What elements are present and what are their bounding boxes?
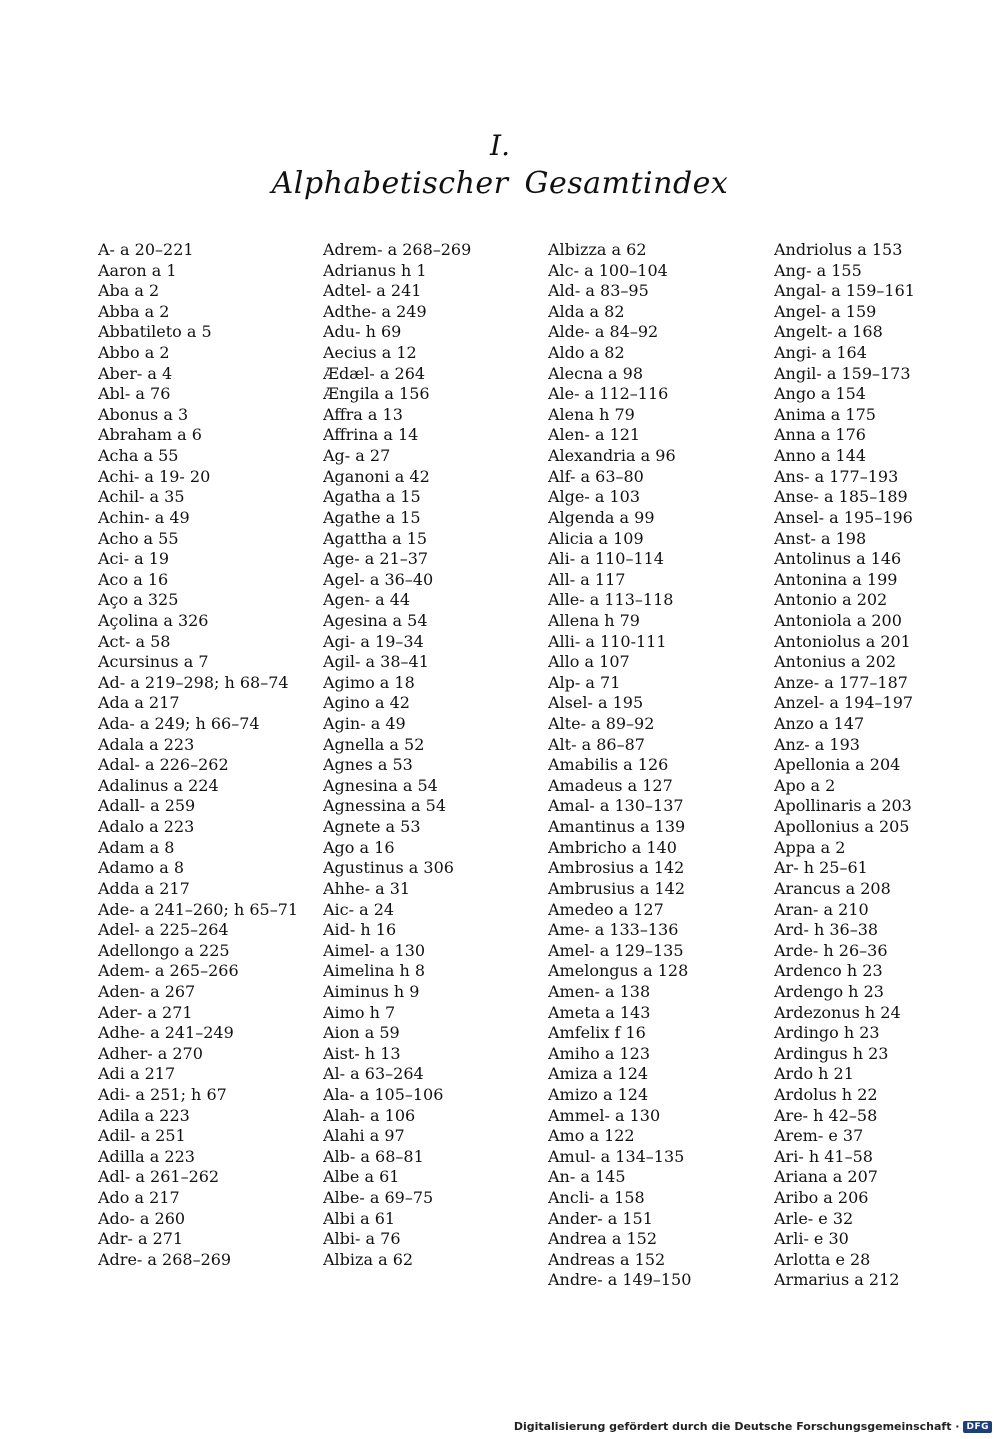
index-entry: Amfelix f 16: [548, 1023, 646, 1043]
index-entry: Ado- a 260: [98, 1208, 186, 1228]
index-entry: Aba a 2: [98, 281, 160, 301]
index-entry: Adher- a 270: [98, 1043, 203, 1063]
index-entry: Alda a 82: [548, 301, 625, 321]
index-entry: Antonio a 202: [774, 590, 888, 610]
index-entry: Ansel- a 195–196: [774, 507, 913, 527]
index-entry: Adal- a 226–262: [98, 755, 229, 775]
index-entry: Alf- a 63–80: [548, 466, 644, 486]
index-entry: Agattha a 15: [323, 528, 428, 548]
index-entry: Adrem- a 268–269: [323, 240, 472, 259]
index-entry: Acho a 55: [98, 528, 179, 548]
index-entry: Affrina a 14: [323, 425, 419, 445]
section-number: I.: [490, 129, 510, 162]
index-entry: Ængila a 156: [323, 384, 430, 404]
index-entry: Anno a 144: [774, 446, 867, 466]
index-entry: Apollinaris a 203: [774, 796, 912, 816]
index-entry: Anzo a 147: [774, 714, 865, 734]
index-entry: Antonina a 199: [774, 569, 898, 589]
index-entry: Angelt- a 168: [774, 322, 883, 342]
index-entry: Alt- a 86–87: [548, 734, 645, 754]
index-entry: Ade- a 241–260; h 65–71: [98, 899, 299, 919]
index-entry: Aci- a 19: [98, 549, 170, 569]
index-entry: Ambrosius a 142: [548, 858, 685, 878]
index-entry: Algenda a 99: [548, 507, 655, 527]
index-entry: Alen- a 121: [548, 425, 641, 445]
index-entry: Ambricho a 140: [548, 837, 677, 857]
index-entry: Adr- a 271: [98, 1229, 184, 1249]
index-entry: Adel- a 225–264: [98, 920, 229, 940]
index-entry: Achil- a 35: [98, 487, 185, 507]
index-entry: Albizza a 62: [548, 240, 647, 259]
index-column-1: [98, 240, 323, 1291]
index-entry: Adu- h 69: [323, 322, 402, 342]
index-entry: Adellongo a 225: [98, 940, 230, 960]
index-entry: Alle- a 113–118: [548, 590, 674, 610]
index-entry: Aecius a 12: [323, 343, 417, 363]
index-entry: Agnes a 53: [323, 755, 413, 775]
index-entry: Ameta a 143: [548, 1002, 651, 1022]
index-entry: Allo a 107: [548, 652, 630, 672]
index-entry: Angi- a 164: [774, 343, 867, 363]
index-entry: Anzel- a 194–197: [774, 693, 914, 713]
index-entry: Ango a 154: [774, 384, 866, 404]
index-entry: Amizo a 124: [548, 1084, 649, 1104]
index-entry: Ardingo h 23: [774, 1023, 880, 1043]
index-entry: Ali- a 110–114: [548, 549, 664, 569]
index-entry: Ar- h 25–61: [774, 858, 868, 878]
index-entry: Arem- e 37: [774, 1126, 864, 1146]
index-entry: Adem- a 265–266: [98, 961, 239, 981]
index-entry: Aist- h 13: [323, 1043, 401, 1063]
index-entry: Agel- a 36–40: [323, 569, 434, 589]
page-title: Alphabetischer Gesamtindex: [271, 166, 729, 201]
index-entry: Alp- a 71: [548, 672, 621, 692]
index-entry: Andrea a 152: [548, 1229, 658, 1249]
index-entry: Ame- a 133–136: [548, 920, 679, 940]
index-entry: Adtel- a 241: [323, 281, 422, 301]
index-entry: Adila a 223: [98, 1105, 190, 1125]
index-entry: Ædæl- a 264: [323, 363, 426, 383]
index-entry: Ang- a 155: [774, 260, 862, 280]
index-entry: Achi- a 19- 20: [98, 466, 211, 486]
index-entry: Anse- a 185–189: [774, 487, 908, 507]
footer-credit: [514, 1420, 992, 1433]
index-entry: Apollonius a 205: [774, 817, 910, 837]
index-entry: Aion a 59: [323, 1023, 400, 1043]
index-entry: Aganoni a 42: [323, 466, 430, 486]
index-entry: Aribo a 206: [774, 1188, 869, 1208]
index-entry: Amel- a 129–135: [548, 940, 684, 960]
index-entry: Amiho a 123: [548, 1043, 651, 1063]
index-entry: Abraham a 6: [98, 425, 202, 445]
index-entry: Abbatileto a 5: [98, 322, 212, 342]
index-entry: Amelongus a 128: [548, 961, 689, 981]
index-entry: Agesina a 54: [323, 610, 428, 630]
index-entry: Aimo h 7: [323, 1002, 396, 1022]
footer-text: Digitalisierung gefördert durch die Deutsche Forschungsgemeinschaft ·: [513, 1420, 960, 1433]
index-entry: Andre- a 149–150: [548, 1270, 692, 1290]
index-entry: Abl- a 76: [98, 384, 171, 404]
index-entry: Amen- a 138: [548, 981, 651, 1001]
index-entry: Antoniola a 200: [774, 610, 902, 630]
index-entry: Adall- a 259: [98, 796, 196, 816]
index-entry: Ardo h 21: [774, 1064, 854, 1084]
index-entry: Adhe- a 241–249: [98, 1023, 234, 1043]
index-entry: Ammel- a 130: [548, 1105, 661, 1125]
index-entry: Andriolus a 153: [774, 240, 903, 259]
index-entry: Alahi a 97: [323, 1126, 405, 1146]
index-entry: Adrianus h 1: [323, 260, 427, 280]
index-entry: Agustinus a 306: [323, 858, 454, 878]
index-entry: Ad- a 219–298; h 68–74: [98, 672, 289, 692]
index-entry: Adi a 217: [98, 1064, 176, 1084]
index-entry: Anima a 175: [774, 404, 876, 424]
index-entry: Ander- a 151: [548, 1208, 653, 1228]
index-entry: Ambrusius a 142: [548, 878, 686, 898]
index-entry: Alsel- a 195: [548, 693, 644, 713]
index-entry: Ala- a 105–106: [323, 1084, 444, 1104]
index-entry: Armarius a 212: [774, 1270, 900, 1290]
index-entry: Adi- a 251; h 67: [98, 1084, 227, 1104]
index-entry: Apo a 2: [774, 775, 836, 795]
index-entry: Alde- a 84–92: [548, 322, 659, 342]
index-entry: Alge- a 103: [548, 487, 641, 507]
index-entry: Affra a 13: [323, 404, 403, 424]
index-entry: Arde- h 26–36: [774, 940, 888, 960]
index-entry: Andreas a 152: [548, 1249, 666, 1269]
index-entry: Aden- a 267: [98, 981, 196, 1001]
index-entry: Angel- a 159: [774, 301, 877, 321]
index-entry: Arlotta e 28: [774, 1249, 871, 1269]
index-entry: Aid- h 16: [323, 920, 397, 940]
index-entry: Ada- a 249; h 66–74: [98, 714, 260, 734]
index-entry: Ard- h 36–38: [774, 920, 879, 940]
index-entry: Aimel- a 130: [323, 940, 426, 960]
index-entry: Abbo a 2: [98, 343, 170, 363]
index-entry: Adre- a 268–269: [98, 1249, 232, 1269]
index-entry: Ardezonus h 24: [774, 1002, 901, 1022]
index-entry: Aldo a 82: [548, 343, 625, 363]
index-entry: Ariana a 207: [774, 1167, 878, 1187]
index-entry: Acursinus a 7: [98, 652, 209, 672]
index-entry: Achin- a 49: [98, 507, 190, 527]
index-entry: Ardengo h 23: [774, 981, 884, 1001]
index-entry: Alb- a 68–81: [323, 1146, 424, 1166]
index-entry: Amadeus a 127: [548, 775, 673, 795]
index-entry: Adl- a 261–262: [98, 1167, 220, 1187]
index-entry: Ago a 16: [323, 837, 395, 857]
index-entry: Albe- a 69–75: [323, 1188, 434, 1208]
index-entry: Adil- a 251: [98, 1126, 186, 1146]
index-entry: Ahhe- a 31: [323, 878, 411, 898]
index-columns: [98, 240, 999, 1291]
index-entry: Ardolus h 22: [774, 1084, 878, 1104]
index-entry: Adam a 8: [98, 837, 175, 857]
index-entry: Agimo a 18: [323, 672, 415, 692]
index-entry: Amiza a 124: [548, 1064, 649, 1084]
index-entry: Arle- e 32: [774, 1208, 854, 1228]
index-entry: Agnete a 53: [323, 817, 421, 837]
index-column-4: [774, 240, 999, 1291]
index-entry: Alc- a 100–104: [548, 260, 668, 280]
index-entry: Açolina a 326: [98, 610, 209, 630]
index-entry: Abba a 2: [98, 301, 170, 321]
index-entry: Adamo a 8: [98, 858, 185, 878]
index-entry: Agil- a 38–41: [323, 652, 429, 672]
index-entry: Aimelina h 8: [323, 961, 426, 981]
index-entry: Age- a 21–37: [323, 549, 429, 569]
index-entry: Anz- a 193: [774, 734, 860, 754]
index-entry: Alexandria a 96: [548, 446, 676, 466]
index-entry: Albi- a 76: [323, 1229, 401, 1249]
index-entry: Aco a 16: [98, 569, 169, 589]
index-entry: Ald- a 83–95: [548, 281, 649, 301]
index-entry: Acha a 55: [98, 446, 179, 466]
index-entry: Agnessina a 54: [323, 796, 447, 816]
index-entry: Alah- a 106: [323, 1105, 416, 1125]
index-entry: Aiminus h 9: [323, 981, 420, 1001]
index-entry: Angil- a 159–173: [774, 363, 911, 383]
index-entry: Amabilis a 126: [548, 755, 669, 775]
index-entry: Amul- a 134–135: [548, 1146, 685, 1166]
index-entry: Ardenco h 23: [774, 961, 883, 981]
index-entry: An- a 145: [548, 1167, 626, 1187]
index-entry: Ader- a 271: [98, 1002, 193, 1022]
index-entry: Anst- a 198: [774, 528, 867, 548]
index-entry: Ari- h 41–58: [774, 1146, 873, 1166]
index-entry: Agin- a 49: [323, 714, 406, 734]
index-entry: Aran- a 210: [774, 899, 869, 919]
index-entry: Antonius a 202: [774, 652, 897, 672]
index-entry: Anze- a 177–187: [774, 672, 908, 692]
index-entry: Agino a 42: [323, 693, 410, 713]
index-entry: Alecna a 98: [548, 363, 644, 383]
index-entry: Adala a 223: [98, 734, 195, 754]
index-entry: Adilla a 223: [98, 1146, 195, 1166]
index-entry: Albi a 61: [323, 1208, 396, 1228]
index-entry: Alli- a 110-111: [548, 631, 667, 651]
index-entry: Antolinus a 146: [774, 549, 902, 569]
index-entry: Ag- a 27: [323, 446, 391, 466]
index-entry: Alena h 79: [548, 404, 635, 424]
index-entry: Aaron a 1: [98, 260, 177, 280]
index-heading: [0, 128, 1000, 204]
index-entry: Abonus a 3: [98, 404, 189, 424]
index-entry: All- a 117: [548, 569, 626, 589]
index-entry: Agnesina a 54: [323, 775, 438, 795]
index-entry: Aço a 325: [98, 590, 179, 610]
index-entry: Agnella a 52: [323, 734, 425, 754]
index-entry: Amedeo a 127: [548, 899, 664, 919]
index-entry: Adda a 217: [98, 878, 190, 898]
dfg-logo: DFG: [963, 1421, 992, 1433]
index-entry: Agen- a 44: [323, 590, 411, 610]
index-entry: Ardingus h 23: [774, 1043, 889, 1063]
index-entry: Appa a 2: [774, 837, 846, 857]
index-entry: Adalo a 223: [98, 817, 195, 837]
index-entry: Amantinus a 139: [548, 817, 686, 837]
index-entry: Amal- a 130–137: [548, 796, 684, 816]
index-entry: Act- a 58: [98, 631, 171, 651]
index-entry: Antoniolus a 201: [774, 631, 911, 651]
index-entry: Anna a 176: [774, 425, 866, 445]
index-entry: Agatha a 15: [323, 487, 421, 507]
index-entry: Aic- a 24: [323, 899, 395, 919]
index-entry: Adalinus a 224: [98, 775, 219, 795]
index-entry: Arancus a 208: [774, 878, 891, 898]
index-column-3: [548, 240, 774, 1291]
index-entry: A- a 20–221: [98, 240, 194, 259]
index-entry: Ado a 217: [98, 1188, 180, 1208]
index-entry: Al- a 63–264: [323, 1064, 424, 1084]
index-entry: Alicia a 109: [548, 528, 644, 548]
index-entry: Adthe- a 249: [323, 301, 427, 321]
index-entry: Albe a 61: [323, 1167, 400, 1187]
index-entry: Angal- a 159–161: [774, 281, 915, 301]
index-entry: Apellonia a 204: [774, 755, 901, 775]
index-entry: Alte- a 89–92: [548, 714, 655, 734]
index-entry: Albiza a 62: [323, 1249, 414, 1269]
index-entry: Arli- e 30: [774, 1229, 849, 1249]
index-entry: Are- h 42–58: [774, 1105, 878, 1125]
index-entry: Aber- a 4: [98, 363, 173, 383]
index-entry: Ancli- a 158: [548, 1188, 645, 1208]
index-entry: Agathe a 15: [323, 507, 421, 527]
index-entry: Ada a 217: [98, 693, 180, 713]
index-entry: Ale- a 112–116: [548, 384, 669, 404]
index-entry: Amo a 122: [548, 1126, 635, 1146]
index-column-2: [323, 240, 548, 1291]
index-entry: Ans- a 177–193: [774, 466, 899, 486]
index-entry: Allena h 79: [548, 610, 640, 630]
index-entry: Agi- a 19–34: [323, 631, 424, 651]
